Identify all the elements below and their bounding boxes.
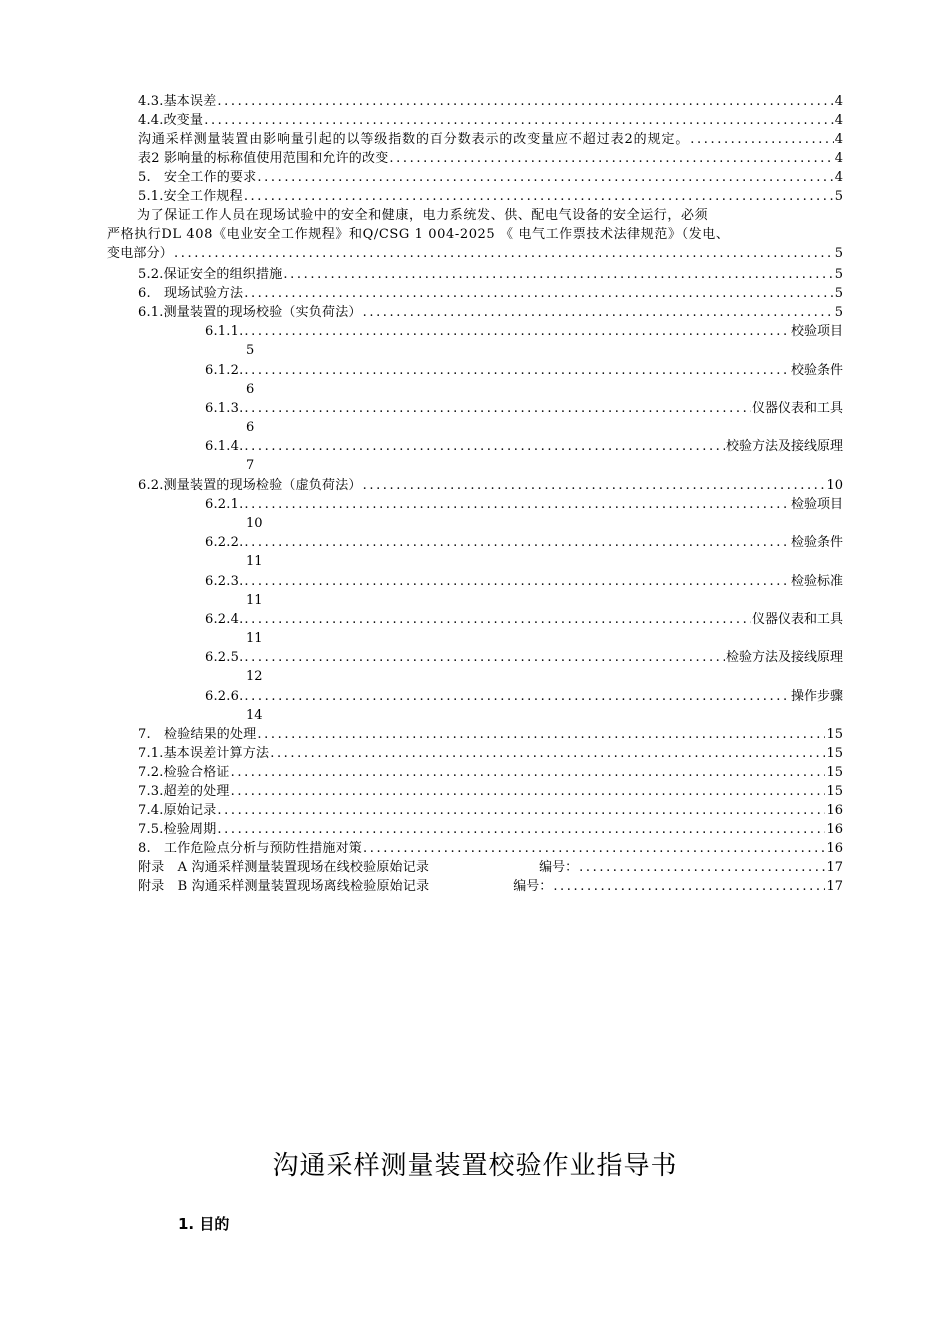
toc-entry-page: 11 <box>246 631 263 646</box>
toc-entry-label: 6.1.测量装置的现场校验（实负荷法） <box>138 305 362 320</box>
toc-entry-label: 6.2.3. <box>205 574 244 589</box>
toc-entry-page: 4 <box>834 132 843 147</box>
toc-entry-title: 校验方法及接线原理 <box>725 439 843 454</box>
toc-entry-page: 5 <box>834 267 843 282</box>
toc-entry[interactable] <box>138 303 843 322</box>
toc-entry-label: 7.5.检验周期 <box>138 822 217 837</box>
toc-entry-page: 4 <box>834 170 843 185</box>
toc-entry-title: 检验方法及接线原理 <box>725 650 843 665</box>
toc-entry[interactable] <box>205 533 843 552</box>
toc-entry[interactable] <box>107 244 843 263</box>
toc-leader-dots <box>244 187 834 206</box>
toc-entry-label: 6.1.4. <box>205 439 244 454</box>
toc-entry-page: 4 <box>834 113 843 128</box>
toc-leader-dots <box>257 725 825 744</box>
toc-entry-page: 5 <box>834 189 843 204</box>
toc-entry-page: 7 <box>246 458 255 473</box>
toc-entry[interactable] <box>138 782 843 801</box>
toc-entry-page: 5 <box>246 343 255 358</box>
toc-entry[interactable] <box>138 284 843 303</box>
toc-entry-page: 17 <box>826 879 843 894</box>
toc-entry[interactable] <box>205 687 843 706</box>
toc-entry-page: 15 <box>826 746 843 761</box>
toc-leader-dots <box>389 149 833 168</box>
toc-entry-title: 检验项目 <box>790 497 843 512</box>
toc-entry-title: 检验条件 <box>790 535 843 550</box>
toc-entry-page: 16 <box>826 841 843 856</box>
toc-entry[interactable] <box>138 476 843 495</box>
toc-leader-dots <box>283 265 833 284</box>
toc-entry[interactable] <box>138 265 843 284</box>
toc-entry[interactable] <box>138 801 843 820</box>
toc-entry-label: 7. 检验结果的处理 <box>138 727 257 742</box>
toc-entry[interactable] <box>138 187 843 206</box>
toc-entry-page: 17 <box>826 860 843 875</box>
toc-entry-page: 5 <box>834 286 843 301</box>
toc-entry-page: 6 <box>246 382 255 397</box>
toc-leader-dots <box>553 877 825 896</box>
toc-entry-page: 5 <box>834 246 843 261</box>
toc-entry[interactable] <box>205 437 843 456</box>
toc-entry-page: 15 <box>826 727 843 742</box>
toc-entry[interactable] <box>205 648 843 667</box>
toc-entry-label: 5.2.保证安全的组织措施 <box>138 267 283 282</box>
toc-leader-dots <box>217 92 833 111</box>
toc-entry[interactable] <box>138 820 843 839</box>
toc-entry[interactable] <box>138 763 843 782</box>
toc-entry[interactable] <box>138 130 843 149</box>
toc-entry-page: 16 <box>826 822 843 837</box>
toc-leader-dots <box>270 744 825 763</box>
toc-entry-page: 4 <box>834 94 843 109</box>
toc-leader-dots <box>244 572 790 591</box>
toc-entry-label: 7.2.检验合格证 <box>138 765 230 780</box>
toc-entry-label: 6.2.测量装置的现场检验（虚负荷法） <box>138 478 362 493</box>
toc-entry-title: 检验标准 <box>790 574 843 589</box>
toc-leader-dots <box>690 130 833 149</box>
toc-entry-page: 5 <box>834 305 843 320</box>
toc-leader-dots <box>363 839 825 858</box>
toc-entry-title: 校验项目 <box>790 324 843 339</box>
toc-leader-dots <box>204 111 834 130</box>
toc-entry-label: 6.2.5. <box>205 650 244 665</box>
toc-entry[interactable] <box>205 361 843 380</box>
toc-entry[interactable] <box>138 92 843 111</box>
toc-entry[interactable] <box>138 744 843 763</box>
toc-leader-dots <box>244 399 751 418</box>
toc-entry[interactable] <box>205 572 843 591</box>
toc-leader-dots <box>217 820 825 839</box>
toc-entry[interactable] <box>205 610 843 629</box>
toc-entry[interactable] <box>138 149 843 168</box>
toc-entry-label: 5. 安全工作的要求 <box>138 170 257 185</box>
toc-entry-label: 4.3.基本误差 <box>138 94 217 109</box>
toc-leader-dots <box>579 858 825 877</box>
toc-entry-label: 6.2.6. <box>205 689 244 704</box>
section-heading: 1. 目的 <box>178 1215 230 1233</box>
toc-entry-label: 8. 工作危险点分析与预防性措施对策 <box>138 841 363 856</box>
toc-leader-dots <box>217 801 825 820</box>
toc-entry-label: 表2 影响量的标称值使用范围和允许的改变 <box>138 151 389 166</box>
toc-entry[interactable] <box>138 725 843 744</box>
document-title: 沟通采样测量装置校验作业指导书 <box>272 1151 678 1181</box>
toc-entry[interactable] <box>138 877 843 896</box>
toc-entry-label: 7.1.基本误差计算方法 <box>138 746 270 761</box>
toc-entry-number-label: 编号： <box>513 879 553 894</box>
toc-entry[interactable] <box>138 839 843 858</box>
toc-leader-dots <box>244 610 751 629</box>
toc-entry-title: 校验条件 <box>790 363 843 378</box>
toc-entry-page: 4 <box>834 151 843 166</box>
toc-entry-page: 14 <box>246 708 263 723</box>
toc-leader-dots <box>363 303 834 322</box>
toc-entry-label: 6.1.2. <box>205 363 244 378</box>
toc-leader-dots <box>244 322 790 341</box>
toc-entry-page: 10 <box>246 516 263 531</box>
toc-leader-dots <box>231 782 826 801</box>
toc-entry-label: 6.2.2. <box>205 535 244 550</box>
toc-leader-dots <box>244 687 790 706</box>
toc-entry-page: 11 <box>246 554 263 569</box>
toc-entry-label: 沟通采样测量装置由影响量引起的以等级指数的百分数表示的改变量应不超过表2的规定。 <box>138 132 690 147</box>
toc-leader-dots <box>244 361 790 380</box>
toc-leader-dots <box>244 495 790 514</box>
toc-entry-label: 6.1.1. <box>205 324 244 339</box>
toc-entry-page: 15 <box>826 784 843 799</box>
toc-entry-page: 11 <box>246 593 263 608</box>
toc-entry-title: 操作步骤 <box>790 689 843 704</box>
toc-entry-label: 6.2.4. <box>205 612 244 627</box>
toc-entry-page: 15 <box>826 765 843 780</box>
toc-entry-number-label: 编号： <box>539 860 579 875</box>
toc-entry-label: 4.4.改变量 <box>138 113 204 128</box>
toc-leader-dots <box>244 533 790 552</box>
toc-paragraph-line: 严格执行DL 408《电业安全工作规程》和Q/CSG 1 004-2025 《 电气工作票技术法律规范》（发电、 <box>107 227 730 242</box>
toc-leader-dots <box>257 168 833 187</box>
toc-entry-label: 7.3.超差的处理 <box>138 784 230 799</box>
toc-leader-dots <box>174 244 834 263</box>
toc-leader-dots <box>363 476 826 495</box>
toc-leader-dots <box>244 284 834 303</box>
toc-entry-title: 仪器仪表和工具 <box>751 612 843 627</box>
toc-entry[interactable] <box>138 858 843 877</box>
toc-entry-label: 6. 现场试验方法 <box>138 286 244 301</box>
toc-paragraph-line: 为了保证工作人员在现场试验中的安全和健康，电力系统发、供、配电气设备的安全运行，必须 <box>137 208 709 223</box>
toc-entry[interactable] <box>138 111 843 130</box>
toc-entry-page: 12 <box>246 669 263 684</box>
toc-entry-label: 6.2.1. <box>205 497 244 512</box>
toc-entry-page: 6 <box>246 420 255 435</box>
toc-entry-page: 16 <box>826 803 843 818</box>
toc-entry[interactable] <box>205 399 843 418</box>
toc-entry-label: 附录 A 沟通采样测量装置现场在线校验原始记录 <box>138 860 430 875</box>
toc-entry[interactable] <box>205 495 843 514</box>
toc-entry[interactable] <box>205 322 843 341</box>
toc-leader-dots <box>244 648 725 667</box>
toc-entry-title: 仪器仪表和工具 <box>751 401 843 416</box>
toc-leader-dots <box>231 763 826 782</box>
toc-entry-label: 5.1.安全工作规程 <box>138 189 243 204</box>
toc-entry-label: 6.1.3. <box>205 401 244 416</box>
toc-leader-dots <box>244 437 725 456</box>
toc-entry-label: 变电部分） <box>107 246 174 261</box>
toc-entry-label: 7.4.原始记录 <box>138 803 217 818</box>
toc-entry-page: 10 <box>826 478 843 493</box>
toc-entry-label: 附录 B 沟通采样测量装置现场离线检验原始记录 <box>138 879 430 894</box>
toc-entry[interactable] <box>138 168 843 187</box>
